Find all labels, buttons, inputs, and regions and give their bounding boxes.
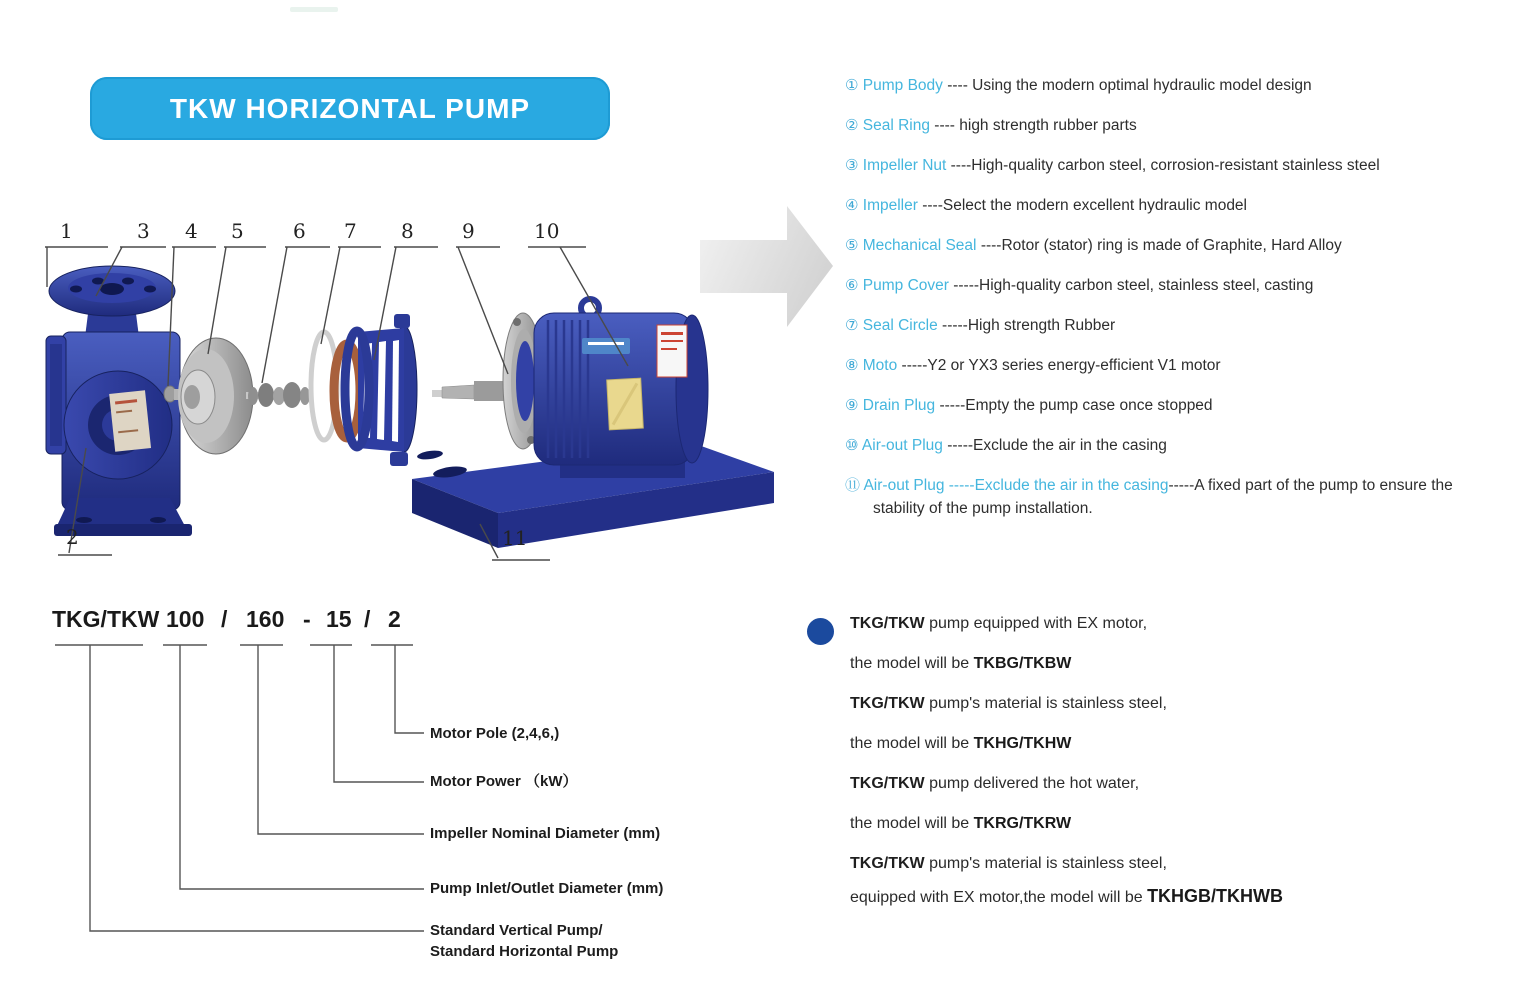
part-item-4 [845,194,1505,217]
part-item-5 [845,234,1505,257]
variant-text: equipped with EX motor,the model will be [850,889,1148,906]
variants-block [850,612,1490,926]
parts-list [845,74,1505,537]
part-desc: -----Y2 or YX3 series energy-efficient V1 motor [901,357,1221,374]
model-series: TKG/TKW [52,606,160,632]
callout-4: 4 [185,219,198,243]
variant-text: pump's material is stainless steel, [924,855,1167,872]
variant-model: TKRG/TKRW [973,815,1072,832]
model-impeller: 160 [246,606,285,632]
variant-text: the model will be [850,815,974,832]
variant-series: TKG/TKW [850,775,925,792]
part-item-6 [845,274,1505,297]
part-desc: -----High-quality carbon steel, stainless steel, casting [953,277,1314,294]
callout-9: 9 [462,219,475,243]
part-item-9 [845,394,1505,417]
part-desc: -----Exclude the air in the casing [947,437,1167,454]
page-title: TKW HORIZONTAL PUMP [169,92,531,124]
variant-line [850,692,1490,716]
model-slash1: / [221,606,228,632]
variant-series: TKG/TKW [850,615,925,632]
variant-series: TKG/TKW [850,695,925,712]
label-inlet-diam: Pump Inlet/Outlet Diameter (mm) [430,880,664,897]
part-number: ③ [845,156,859,174]
part-name: Impeller [862,197,918,214]
variant-line [850,612,1490,636]
part-name: Moto [862,357,898,374]
part-name: Mechanical Seal [862,237,977,254]
part-number: ④ [845,196,859,214]
pump-cover [334,314,417,466]
label-impeller-diam: Impeller Nominal Diameter (mm) [430,825,661,842]
part-item-2 [845,114,1505,137]
label-standard-pump [430,920,618,962]
callout-6: 6 [293,219,306,243]
variant-line [850,652,1490,676]
part-desc: ---- high strength rubber parts [934,117,1137,134]
part-item-8 [845,354,1505,377]
callout-1: 1 [60,219,73,243]
motor [432,299,708,478]
part-number: ⑩ [845,436,859,454]
variant-text: pump equipped with EX motor, [924,615,1148,632]
part-number: ⑧ [845,356,859,374]
part-item-1 [845,74,1505,97]
mechanical-seal-parts [246,382,310,408]
callout-7: 7 [344,219,357,243]
model-inlet: 100 [166,606,205,632]
variant-line [850,884,1490,910]
part-name: Air-out Plug [861,437,943,454]
bullet-icon [807,618,834,645]
variant-text: pump's material is stainless steel, [924,695,1167,712]
part-desc: -----Empty the pump case once stopped [939,397,1213,414]
callout-8: 8 [401,219,414,243]
variant-model: TKHGB/TKHWB [1147,886,1284,906]
part-number: ⑨ [845,396,859,414]
part-number: ⑤ [845,236,859,254]
variant-model: TKHG/TKHW [973,735,1072,752]
variant-line [850,772,1490,796]
variant-text: the model will be [850,735,974,752]
variant-line [850,732,1490,756]
callout-10: 10 [534,219,560,243]
variant-series: TKG/TKW [850,855,925,872]
part-number: ⑪ [845,476,861,494]
part-number: ⑦ [845,316,859,334]
part-name: Seal Circle [862,317,938,334]
part-desc: ---- Using the modern optimal hydraulic model design [947,77,1312,94]
part-desc: ----High-quality carbon steel, corrosion-resistant stainless steel [950,157,1380,174]
model-power: 15 [326,606,352,632]
part-desc: ----Select the modern excellent hydraulic model [922,197,1247,214]
variant-line [850,852,1490,876]
callout-2: 2 [66,525,79,549]
part-item-10 [845,434,1505,457]
part-number: ① [845,76,859,94]
callout-5: 5 [231,219,244,243]
part-name: Impeller Nut [862,157,947,174]
part-desc: -----High strength Rubber [942,317,1116,334]
model-pole: 2 [388,606,401,632]
part-item-3 [845,154,1505,177]
part-name: Seal Ring [862,117,930,134]
part-desc: ----Rotor (stator) ring is made of Graphite, Hard Alloy [980,237,1342,254]
part-number: ② [845,116,859,134]
label-motor-power: Motor Power （kW） [430,773,578,790]
variant-text: the model will be [850,655,974,672]
callout-11: 11 [502,526,528,550]
part-desc-blue: -----Exclude the air in the casing [948,477,1169,494]
model-code-lines [55,645,424,931]
model-slash2: / [364,606,371,632]
label-standard-line2: Standard Horizontal Pump [430,943,619,960]
variant-text: pump delivered the hot water, [924,775,1140,792]
part-item-7 [845,314,1505,337]
part-name: Pump Body [862,77,943,94]
label-motor-pole: Motor Pole (2,4,6,) [430,725,560,742]
part-desc: -----A fixed part of the pump to ensure the stability of the pump installation. [873,477,1453,517]
callout-3: 3 [137,219,150,243]
variant-model: TKBG/TKBW [973,655,1072,672]
part-item-11 [845,474,1505,520]
model-dash: - [303,606,311,632]
right-arrow-icon [700,206,833,327]
part-name: Pump Cover [862,277,949,294]
part-number: ⑥ [845,276,859,294]
variant-line [850,812,1490,836]
part-name: Drain Plug [862,397,936,414]
part-name: Air-out Plug [863,477,945,494]
label-standard-line1: Standard Vertical Pump/ [430,922,603,939]
